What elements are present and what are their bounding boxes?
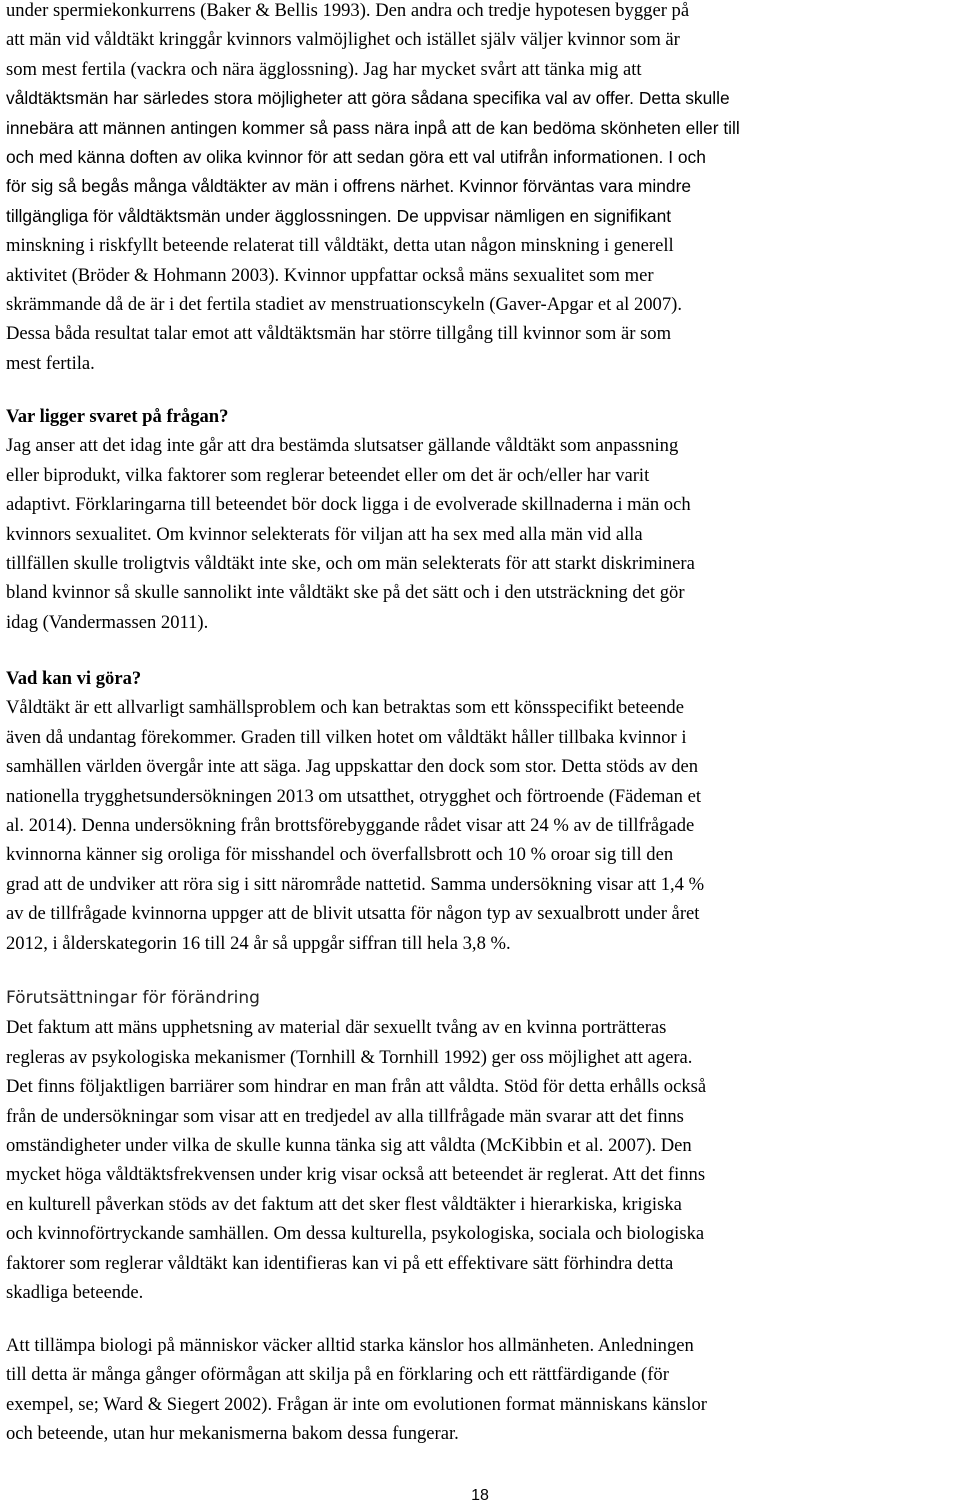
- section-heading: Vad kan vi göra?: [6, 668, 142, 689]
- text-line: och med känna doften av olika kvinnor för att sedan göra ett val utifrån informationen. I och: [6, 147, 706, 168]
- text-line: Att tillämpa biologi på människor väcker alltid starka känslor hos allmänheten. Anledningen: [6, 1335, 694, 1356]
- text-line: samhällen världen övergår inte att säga. Jag uppskattar den dock som stor. Detta stöds av den: [6, 756, 699, 778]
- text-line: Dessa båda resultat talar emot att våldtäktsmän har större tillgång till kvinnor som är som: [6, 323, 672, 345]
- text-line: mest fertila.: [6, 352, 95, 374]
- text-line: för sig så begås många våldtäkter av män i offrens närhet. Kvinnor förväntas vara mindre: [6, 176, 692, 197]
- text-line: att män vid våldtäkt kringgår kvinnors valmöjlighet och istället själv väljer kvinnor som är: [6, 29, 680, 51]
- text-line: och beteende, utan hur mekanismerna bakom dessa fungerar.: [6, 1423, 459, 1445]
- paragraph-applying-biology: [6, 1331, 956, 1449]
- text-line: kvinnors sexualitet. Om kvinnor selekterats för viljan att ha sex med alla män vid alla: [6, 523, 643, 545]
- text-line: eller biprodukt, vilka faktorer som reglerar beteendet eller om det är och/eller har varit: [6, 464, 650, 486]
- text-line: omständigheter under vilka de skulle kunna tänka sig att våldta (McKibbin et al. 2007). Den: [6, 1135, 692, 1157]
- text-line: från de undersökningar som visar att en tredjedel av alla tillfrågade män svarar att det finns: [6, 1105, 684, 1127]
- text-line: tillfällen skulle troligtvis våldtäkt inte ske, och om män selekterats för att starkt diskriminera: [6, 553, 695, 575]
- text-line: våldtäktsmän har särledes stora möjligheter att göra sådana specifika val av offer. Detta skulle: [6, 88, 730, 109]
- text-line: Det faktum att mäns upphetsning av material där sexuellt tvång av en kvinna porträtteras: [6, 1017, 667, 1039]
- text-line: och kvinnoförtryckande samhällen. Om dessa kulturella, psykologiska, sociala och biologiska: [6, 1223, 705, 1245]
- text-line: grad att de undviker att röra sig i sitt närområde nattetid. Samma undersökning visar att 1,4 %: [6, 873, 705, 895]
- text-line: en kulturell påverkan stöds av det faktum att det sker flest våldtäkter i hierarkiska, krigiska: [6, 1193, 682, 1215]
- text-line: Det finns följaktligen barriärer som hindrar en man från att våldta. Stöd för detta erhålls också: [6, 1076, 707, 1098]
- text-line: som mest fertila (vackra och nära ägglossning). Jag har mycket svårt att tänka mig att: [6, 58, 642, 80]
- text-line: tillgängliga för våldtäktsmän under ägglossningen. De uppvisar nämligen en signifikant: [6, 205, 672, 226]
- text-line: idag (Vandermassen 2011).: [6, 611, 209, 633]
- text-line: faktorer som reglerar våldtäkt kan identifieras kan vi på ett effektivare sätt förhindra detta: [6, 1252, 674, 1274]
- text-line: under spermiekonkurrens (Baker & Bellis 1993). Den andra och tredje hypotesen bygger på: [6, 0, 690, 21]
- text-line: al. 2014). Denna undersökning från brottsförebyggande rådet visar att 24 % av de tillfrågade: [6, 815, 695, 837]
- text-line: mycket höga våldtäktsfrekvensen under krig visar också att beteendet är reglerat. Att det finns: [6, 1164, 706, 1186]
- text-line: 2012, i ålderskategorin 16 till 24 år så uppgår siffran till hela 3,8 %.: [6, 932, 511, 954]
- text-line: regleras av psykologiska mekanismer (Tornhill & Tornhill 1992) ger oss möjlighet att agera.: [6, 1046, 693, 1068]
- text-line: även då undantag förekommer. Graden till vilken hotet om våldtäkt håller tillbaka kvinnor i: [6, 726, 687, 748]
- text-line: kvinnorna känner sig oroliga för misshandel och överfallsbrott och 10 % oroar sig till den: [6, 844, 674, 866]
- section-what-can-we-do: [6, 664, 956, 958]
- section-heading: Förutsättningar för förändring: [6, 988, 260, 1008]
- text-line: av de tillfrågade kvinnorna uppger att de blivit utsatta för någon typ av sexualbrott under året: [6, 903, 700, 925]
- section-conditions-for-change: [6, 984, 956, 1307]
- text-line: till detta är många gånger oförmågan att skilja på en förklaring och ett rättfärdigande (för: [6, 1364, 669, 1386]
- text-line: bland kvinnor så skulle sannolikt inte våldtäkt ske på det sätt och i den utsträckning det gör: [6, 582, 685, 604]
- paragraph-rape-hypotheses: [6, 0, 956, 378]
- text-line: skadliga beteende.: [6, 1282, 144, 1304]
- section-heading: Var ligger svaret på frågan?: [6, 406, 229, 427]
- page-number: 18: [471, 1487, 489, 1504]
- text-line: Våldtäkt är ett allvarligt samhällsproblem och kan betraktas som ett könsspecifikt beteende: [6, 697, 684, 719]
- text-line: nationella trygghetsundersökningen 2013 om utsatthet, otrygghet och förtroende (Fädeman et: [6, 785, 702, 807]
- text-line: skrämmande då de är i det fertila stadiet av menstruationscykeln (Gaver-Apgar et al 2007).: [6, 294, 682, 316]
- section-where-is-the-answer: [6, 402, 956, 637]
- text-line: Jag anser att det idag inte går att dra bestämda slutsatser gällande våldtäkt som anpassning: [6, 435, 679, 457]
- text-line: innebära att männen antingen kommer så pass nära inpå att de kan bedöma skönheten eller till: [6, 117, 740, 138]
- text-line: aktivitet (Bröder & Hohmann 2003). Kvinnor uppfattar också mäns sexualitet som mer: [6, 264, 654, 286]
- text-line: minskning i riskfyllt beteende relaterat till våldtäkt, detta utan någon minskning i generell: [6, 235, 674, 257]
- text-line: exempel, se; Ward & Siegert 2002). Frågan är inte om evolutionen format människans känslor: [6, 1393, 707, 1415]
- text-line: adaptivt. Förklaringarna till beteendet bör dock ligga i de evolverade skillnaderna i män och: [6, 494, 691, 516]
